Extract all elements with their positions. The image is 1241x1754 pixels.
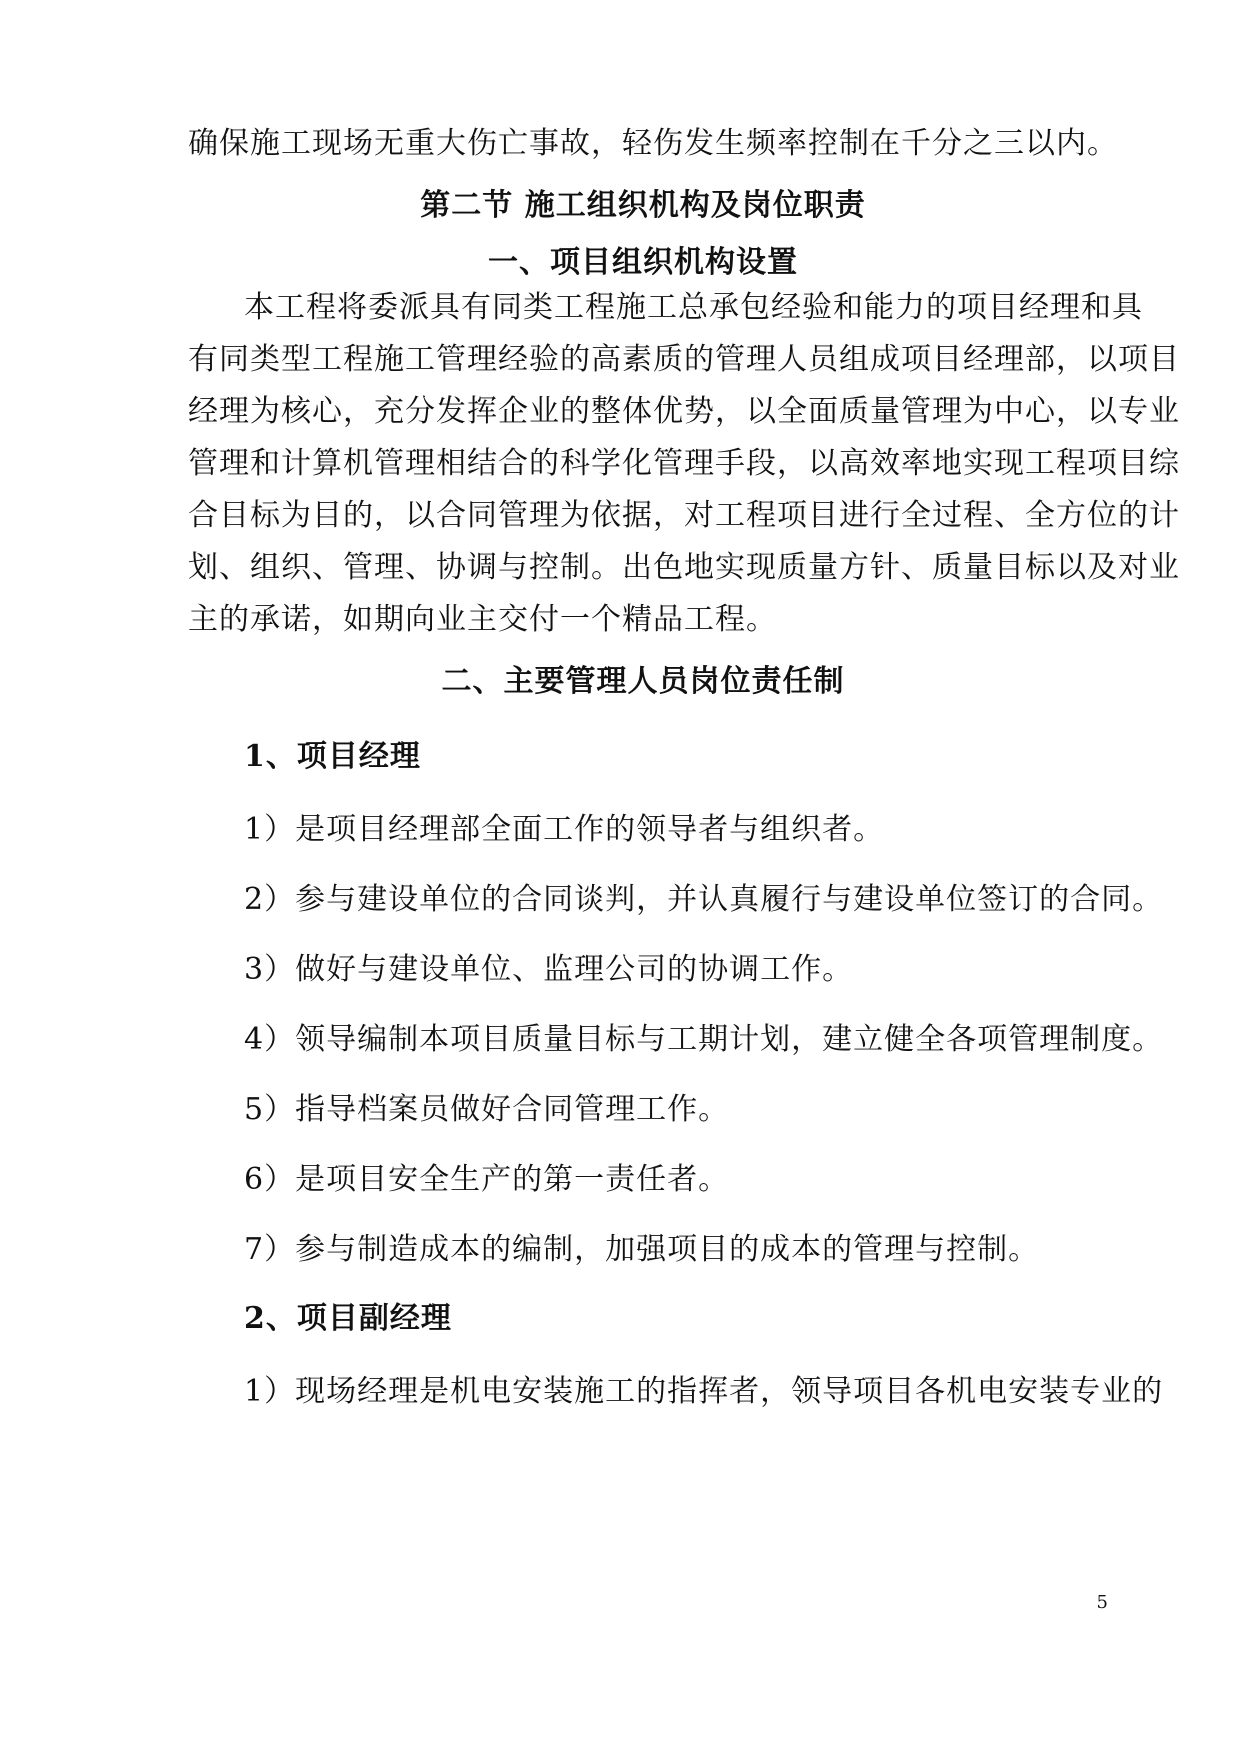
section-title: 第二节 施工组织机构及岗位职责 xyxy=(420,188,866,223)
list-item: 5）指导档案员做好合同管理工作。 xyxy=(244,1092,730,1127)
list-item: 7）参与制造成本的编制，加强项目的成本的管理与控制。 xyxy=(244,1232,1040,1267)
paragraph-line: 管理和计算机管理相结合的科学化管理手段，以高效率地实现工程项目综 xyxy=(188,446,1180,481)
part2-title: 二、主要管理人员岗位责任制 xyxy=(441,664,845,699)
list-item: 6）是项目安全生产的第一责任者。 xyxy=(244,1162,730,1197)
list-item: 2）参与建设单位的合同谈判，并认真履行与建设单位签订的合同。 xyxy=(244,882,1164,917)
paragraph-line: 划、组织、管理、协调与控制。出色地实现质量方针、质量目标以及对业 xyxy=(188,550,1180,585)
list-item: 4）领导编制本项目质量目标与工期计划，建立健全各项管理制度。 xyxy=(244,1022,1164,1057)
part1-title: 一、项目组织机构设置 xyxy=(488,245,798,280)
list-item: 1）现场经理是机电安装施工的指挥者，领导项目各机电安装专业的 xyxy=(244,1374,1164,1409)
paragraph-line: 主的承诺，如期向业主交付一个精品工程。 xyxy=(188,602,777,637)
paragraph-line: 经理为核心，充分发挥企业的整体优势，以全面质量管理为中心，以专业 xyxy=(188,394,1180,429)
role2-title: 2、项目副经理 xyxy=(244,1301,452,1336)
page-number: 5 xyxy=(1096,1592,1108,1613)
paragraph-line: 有同类型工程施工管理经验的高素质的管理人员组成项目经理部，以项目 xyxy=(188,342,1180,377)
paragraph-line: 合目标为目的，以合同管理为依据，对工程项目进行全过程、全方位的计 xyxy=(188,498,1180,533)
list-item: 3）做好与建设单位、监理公司的协调工作。 xyxy=(244,952,854,987)
list-item: 1）是项目经理部全面工作的领导者与组织者。 xyxy=(244,812,885,847)
intro-line: 确保施工现场无重大伤亡事故，轻伤发生频率控制在千分之三以内。 xyxy=(188,126,1118,161)
paragraph-line: 本工程将委派具有同类工程施工总承包经验和能力的项目经理和具 xyxy=(244,290,1143,325)
role1-title: 1、项目经理 xyxy=(244,739,421,774)
